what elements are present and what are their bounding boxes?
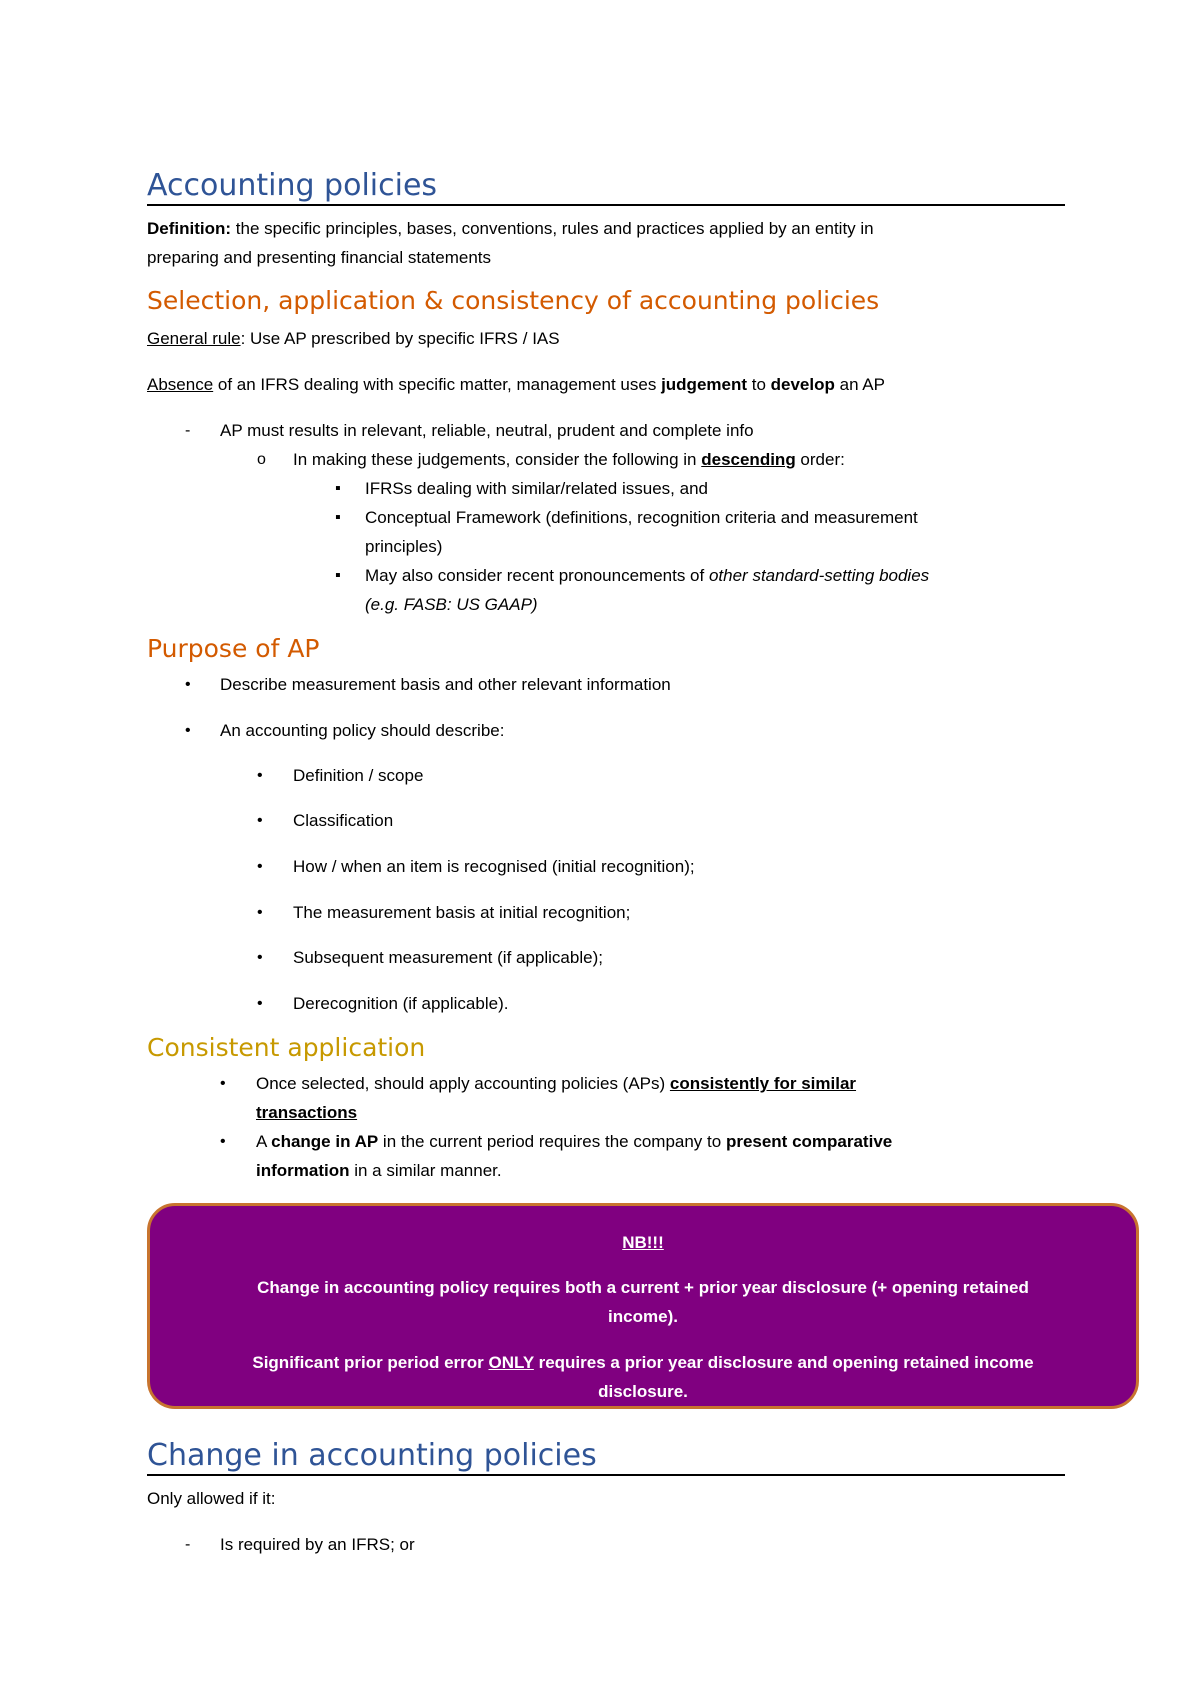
bullet: • xyxy=(185,676,191,693)
sub-item-post: order: xyxy=(795,450,845,469)
absence-text-1: of an IFRS dealing with specific matter, management uses xyxy=(213,375,662,394)
dash-marker: - xyxy=(185,422,191,439)
sub-sub-item-1: IFRSs dealing with similar/related issues, and xyxy=(365,479,708,498)
section2-intro: Only allowed if it: xyxy=(147,1489,276,1508)
bullet: • xyxy=(257,767,263,784)
callout-line-3-post: requires a prior year disclosure and opening retained income xyxy=(533,1353,1034,1372)
consistent-item-1-text: Once selected, should apply accounting policies (APs) xyxy=(256,1074,670,1093)
sub-sub-item-3-italic: other standard-setting bodies xyxy=(708,566,930,585)
callout-line-3-only: ONLY xyxy=(488,1353,534,1372)
heading-consistent: Consistent application xyxy=(147,1033,426,1062)
general-rule-text: : Use AP prescribed by specific IFRS / IAS xyxy=(240,329,560,348)
square-marker: ▪ xyxy=(335,480,341,497)
consistent-item-2-mid: in the current period requires the company to xyxy=(378,1132,726,1151)
heading-purpose: Purpose of AP xyxy=(147,634,320,663)
bullet: • xyxy=(257,995,263,1012)
definition-line-2: preparing and presenting financial statements xyxy=(147,248,491,267)
heading-accounting-policies: Accounting policies xyxy=(147,168,1065,206)
definition-line-1 xyxy=(147,214,874,243)
bullet: • xyxy=(220,1133,226,1150)
sub-item-judgements xyxy=(293,445,845,474)
purpose-sub-item-4: The measurement basis at initial recognition; xyxy=(293,903,631,922)
dash-item: AP must results in relevant, reliable, neutral, prudent and complete info xyxy=(220,421,754,440)
absence-judgement: judgement xyxy=(661,375,748,394)
sub-sub-item-3-text: May also consider recent pronouncements of xyxy=(365,566,709,585)
callout-label: NB!!! xyxy=(622,1233,664,1252)
bullet: • xyxy=(257,858,263,875)
consistent-item-1-key: consistently for similar xyxy=(669,1074,857,1093)
bullet: • xyxy=(220,1075,226,1092)
square-marker: ▪ xyxy=(335,567,341,584)
bullet: • xyxy=(185,722,191,739)
bullet: • xyxy=(257,812,263,829)
consistent-item-2-post: in a similar manner. xyxy=(349,1161,502,1180)
sub-sub-item-3-cont: (e.g. FASB: US GAAP) xyxy=(365,595,538,614)
callout-line-2: income). xyxy=(608,1307,678,1326)
definition-label: Definition: xyxy=(147,219,232,238)
purpose-item-1: Describe measurement basis and other relevant information xyxy=(220,675,671,694)
bullet: • xyxy=(257,949,263,966)
sub-sub-item-3 xyxy=(365,561,929,590)
nb-callout xyxy=(147,1203,1139,1409)
consistent-item-1 xyxy=(256,1069,856,1098)
callout-line-3-pre: Significant prior period error xyxy=(252,1353,489,1372)
purpose-sub-item-5: Subsequent measurement (if applicable); xyxy=(293,948,603,967)
absence-text-3: an AP xyxy=(834,375,885,394)
absence-line xyxy=(147,370,885,399)
heading-change-in-accounting-policies: Change in accounting policies xyxy=(147,1438,1065,1476)
dash-marker: - xyxy=(185,1536,191,1553)
callout-line-4: disclosure. xyxy=(598,1382,688,1401)
general-rule-line xyxy=(147,324,560,353)
callout-line-3 xyxy=(150,1348,1136,1377)
consistent-item-2 xyxy=(256,1127,892,1156)
bullet: • xyxy=(257,904,263,921)
definition-text-1: the specific principles, bases, conventions, rules and practices applied by an entity in xyxy=(231,219,874,238)
purpose-sub-item-6: Derecognition (if applicable). xyxy=(293,994,509,1013)
consistent-item-2-bold-2: present comparative xyxy=(725,1132,893,1151)
heading-selection: Selection, application & consistency of accounting policies xyxy=(147,286,880,315)
sub-sub-item-2-cont: principles) xyxy=(365,537,443,556)
consistent-item-2-cont xyxy=(256,1156,502,1185)
sub-item-pre: In making these judgements, consider the following in xyxy=(293,450,702,469)
purpose-sub-item-2: Classification xyxy=(293,811,394,830)
square-marker: ▪ xyxy=(335,509,341,526)
section2-item-1: Is required by an IFRS; or xyxy=(220,1535,415,1554)
sub-item-descending: descending xyxy=(701,450,796,469)
o-marker: o xyxy=(257,451,266,468)
absence-develop: develop xyxy=(770,375,835,394)
general-rule-label: General rule xyxy=(147,329,241,348)
consistent-item-1-cont: transactions xyxy=(256,1103,358,1122)
consistent-item-2-bold-1: change in AP xyxy=(271,1132,379,1151)
callout-label-line xyxy=(150,1228,1136,1257)
absence-text-2: to xyxy=(747,375,771,394)
sub-sub-item-2: Conceptual Framework (definitions, recognition criteria and measurement xyxy=(365,508,918,527)
purpose-item-2: An accounting policy should describe: xyxy=(220,721,505,740)
consistent-item-2-bold-3: information xyxy=(256,1161,350,1180)
absence-label: Absence xyxy=(147,375,214,394)
consistent-item-2-pre: A xyxy=(256,1132,272,1151)
purpose-sub-item-3: How / when an item is recognised (initial recognition); xyxy=(293,857,695,876)
purpose-sub-item-1: Definition / scope xyxy=(293,766,424,785)
callout-line-1: Change in accounting policy requires both a current + prior year disclosure (+ opening retained xyxy=(257,1278,1029,1297)
